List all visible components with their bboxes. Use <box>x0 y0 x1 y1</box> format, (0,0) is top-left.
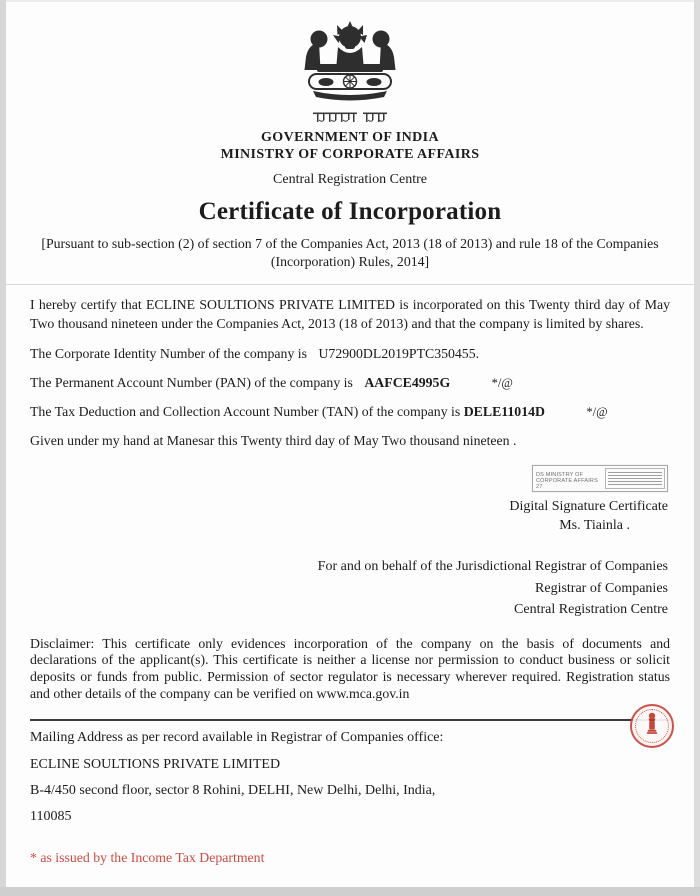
scan-edge-right <box>694 0 700 896</box>
registrar-red-seal-icon <box>630 704 674 748</box>
incorporation-statement: I hereby certify that ECLINE SOULTIONS PRIVATE LIMITED is incorporated on this Twenty third day of May Two thousand nineteen under the Companies Act, 2013 (18 of 2013) and that the company is limited by shares. <box>30 297 670 331</box>
disclaimer-paragraph: Disclaimer: This certificate only evidences incorporation of the company on the basis of documents and declarations of the applicant(s). This certificate is neither a license nor permission to conduct business or solicit deposits or funds from public. Permission of sector regulator is necessary wherever required. Registration status and other details of the company can be verified on www.mca.gov.in <box>30 635 670 701</box>
mailing-company-name: ECLINE SOULTIONS PRIVATE LIMITED <box>30 756 281 772</box>
india-state-emblem-icon <box>285 20 415 124</box>
emblem-motto-satyameva-jayate <box>311 111 389 124</box>
government-of-india-line: GOVERNMENT OF INDIA <box>261 130 439 145</box>
certificate-title: Certificate of Incorporation <box>198 198 502 225</box>
cin-value: U72900DL2019PTC350455. <box>318 346 480 361</box>
dsc-stamp-label: DS MINISTRY OF CORPORATE AFFAIRS 27 <box>536 472 598 490</box>
pan-line <box>30 375 670 391</box>
dsc-title: Digital Signature Certificate <box>509 499 668 514</box>
mailing-section-divider <box>30 719 670 721</box>
pan-value: AAFCE4995G <box>364 375 451 390</box>
cin-label: The Corporate Identity Number of the company is <box>30 346 308 361</box>
income-tax-footnote: * as issued by the Income Tax Department <box>30 849 265 865</box>
scan-edge-top <box>0 0 700 2</box>
registrar-line: Registrar of Companies <box>535 580 668 596</box>
pan-label: The Permanent Account Number (PAN) of the company is <box>30 375 353 390</box>
signer-name: Ms. Tiainla . <box>559 518 630 533</box>
pursuant-clause: [Pursuant to sub-section (2) of section 7 of the Companies Act, 2013 (18 of 2013) and rule 18 of the Companies (Incorporation) Rules, 2014] <box>41 236 659 269</box>
tan-footnote-marker: */@ <box>586 405 608 419</box>
dsc-stamp-fineprint <box>605 468 665 489</box>
mailing-address-line1: B-4/450 second floor, sector 8 Rohini, DELHI, New Delhi, Delhi, India, <box>30 782 436 798</box>
certificate-page <box>6 0 694 887</box>
cin-line <box>30 346 670 362</box>
certificate-header <box>30 20 670 271</box>
digital-signature-block <box>30 465 670 534</box>
scan-edge-bottom <box>0 887 700 896</box>
mailing-address-heading: Mailing Address as per record available in Registrar of Companies office: <box>30 729 444 745</box>
tan-value: DELE11014D <box>463 404 545 419</box>
crc-attribution-line: Central Registration Centre <box>514 602 668 617</box>
registrar-attribution-block <box>30 556 670 621</box>
central-registration-centre-line: Central Registration Centre <box>273 172 427 187</box>
mailing-address-line2: 110085 <box>30 808 72 824</box>
ministry-line: MINISTRY OF CORPORATE AFFAIRS <box>220 147 480 162</box>
tan-line <box>30 404 670 420</box>
dsc-stamp-box <box>532 465 668 492</box>
pan-footnote-marker: */@ <box>491 376 513 390</box>
tan-label: The Tax Deduction and Collection Account Number (TAN) of the company is <box>30 404 461 419</box>
header-divider <box>6 284 694 285</box>
on-behalf-line: For and on behalf of the Jurisdictional Registrar of Companies <box>317 559 668 574</box>
given-under-hand-line: Given under my hand at Manesar this Twenty third day of May Two thousand nineteen . <box>30 433 517 448</box>
scan-edge-left <box>0 0 6 896</box>
seal-emblem-icon <box>645 713 659 740</box>
